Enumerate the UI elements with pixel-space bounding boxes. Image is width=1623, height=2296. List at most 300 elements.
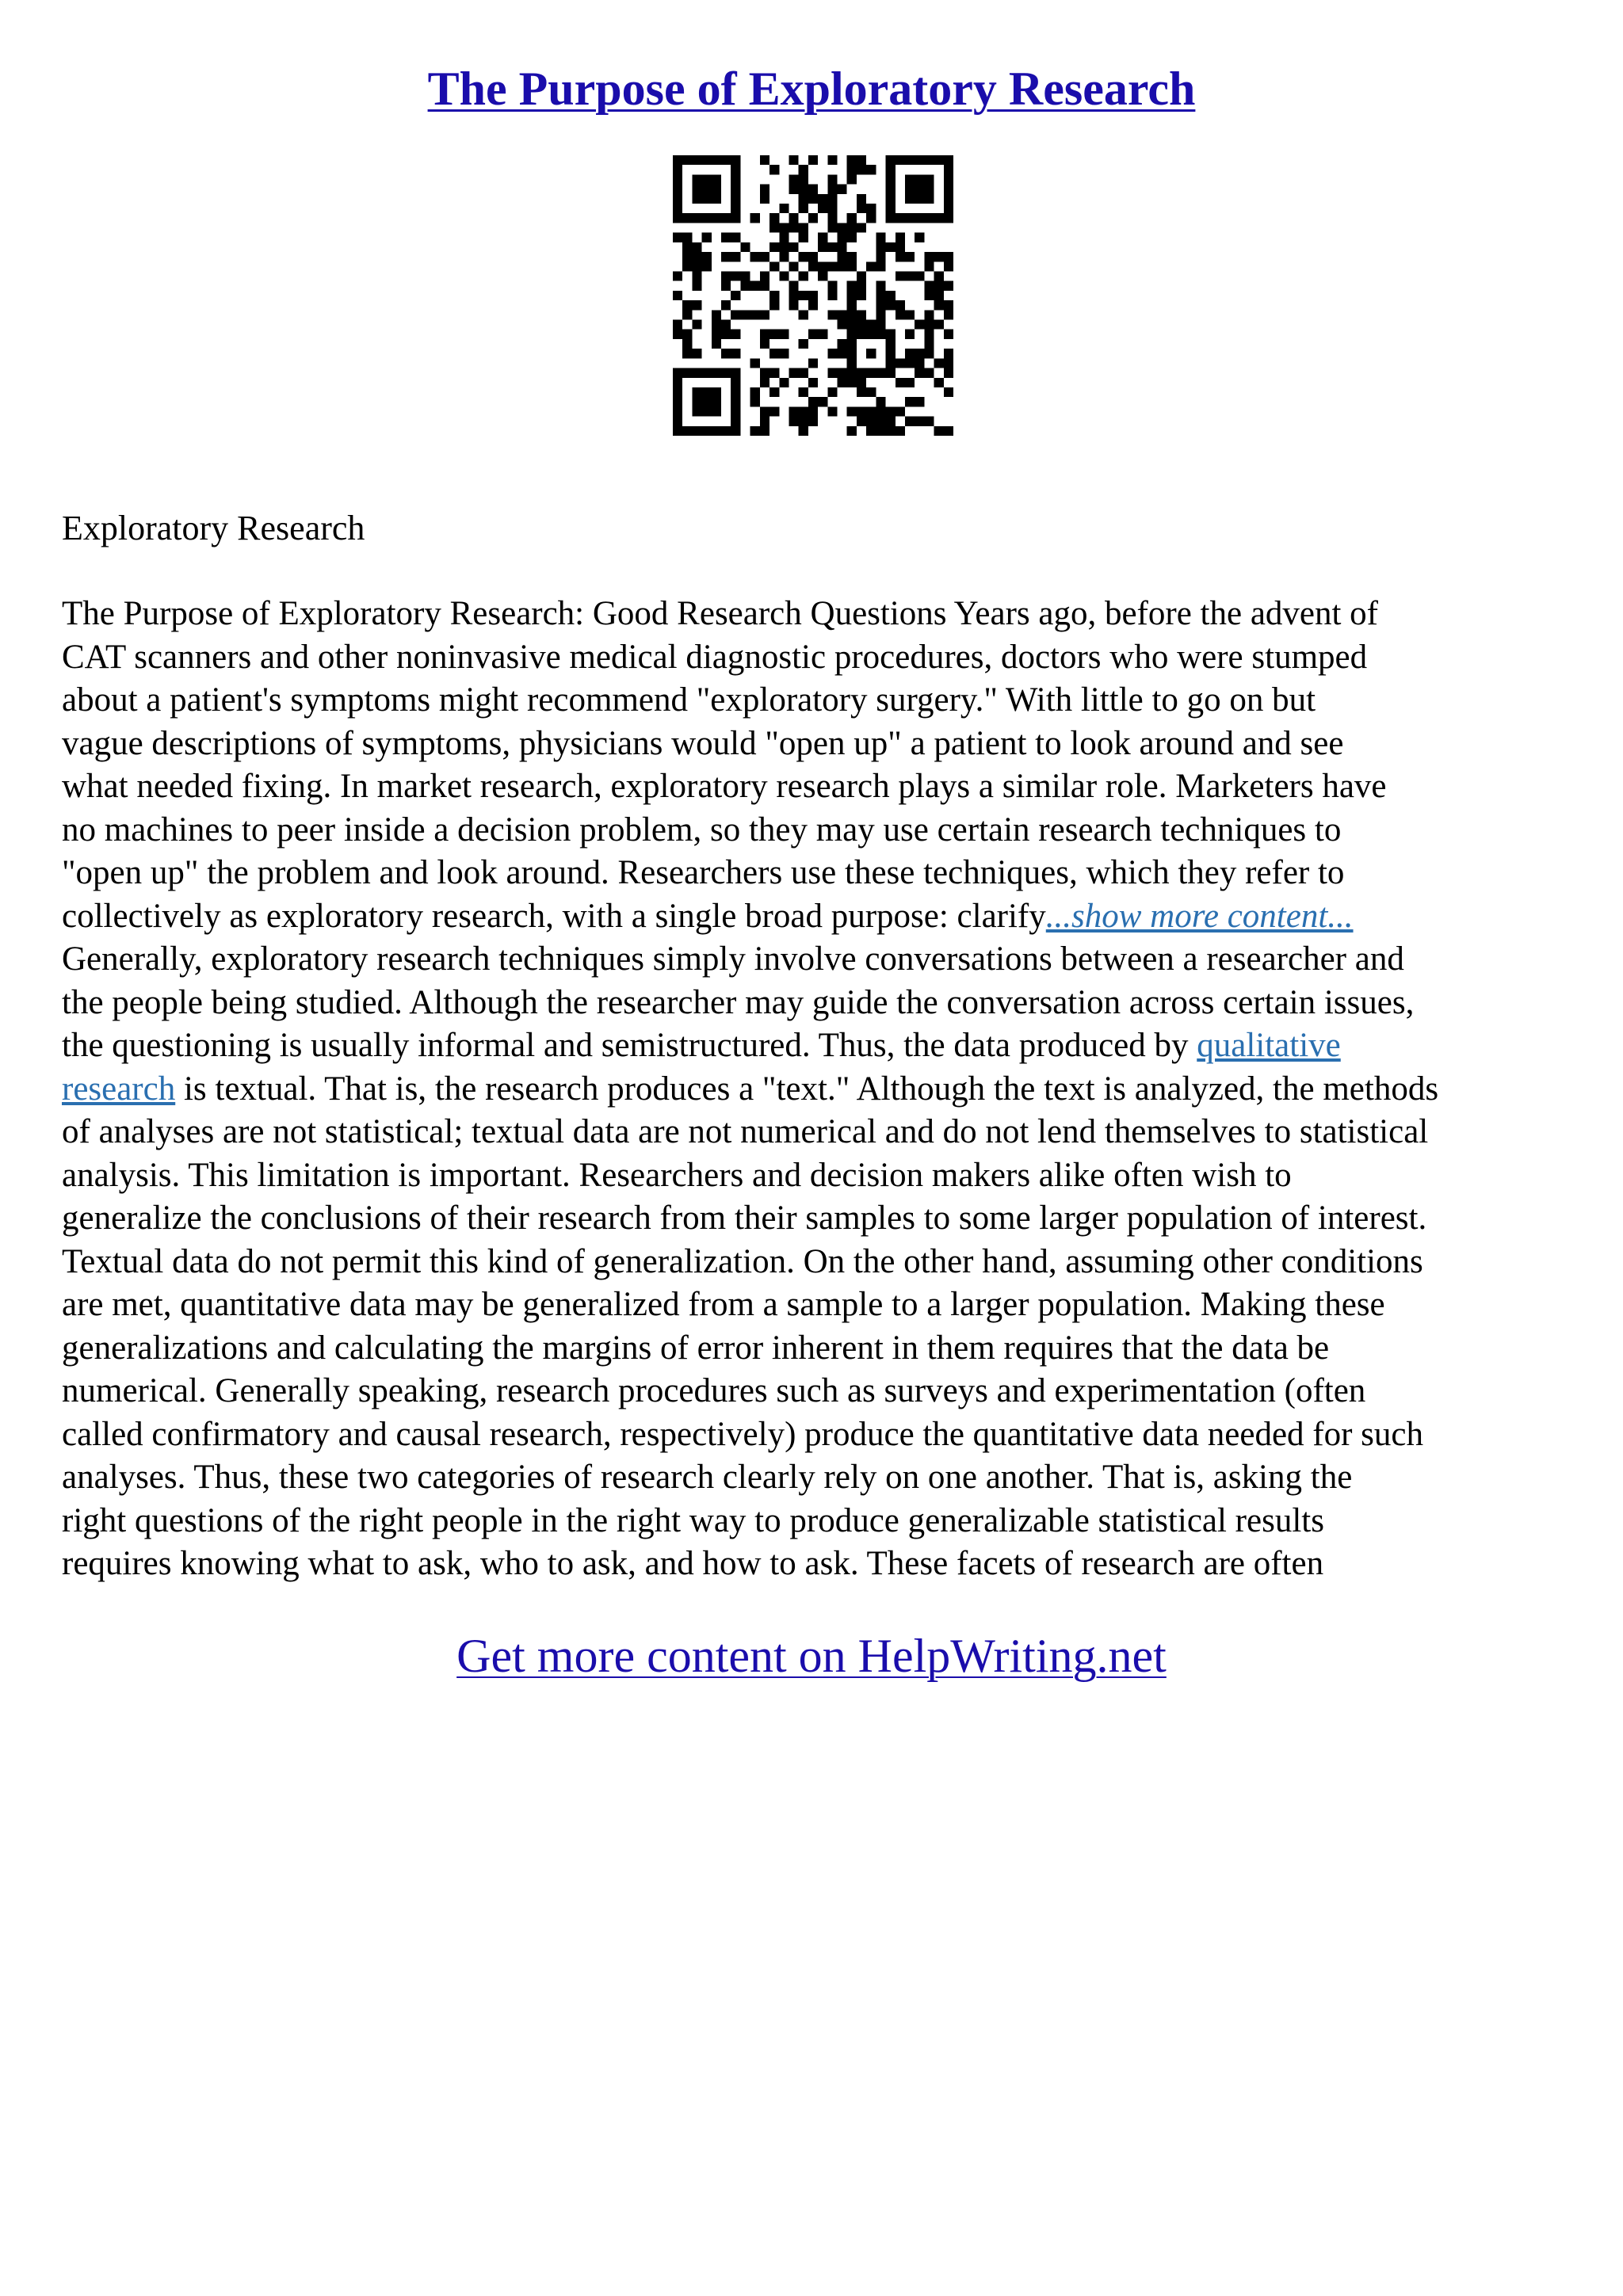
qr-module (789, 417, 798, 426)
qr-module (905, 252, 915, 261)
qr-module (876, 261, 885, 271)
qr-module (808, 291, 818, 300)
qr-module (721, 252, 731, 261)
qr-module (760, 368, 769, 378)
qr-module (944, 387, 953, 397)
qr-module (673, 397, 682, 406)
qr-module (818, 194, 827, 204)
qr-module (915, 320, 924, 330)
qr-module (944, 213, 953, 223)
qr-module (721, 368, 731, 378)
qr-module (779, 252, 789, 261)
qr-module (799, 194, 808, 204)
qr-module (692, 387, 701, 397)
body-line-with-link (62, 1068, 1568, 1112)
qr-module (682, 155, 692, 165)
qr-module (808, 378, 818, 387)
qr-module (818, 271, 827, 280)
qr-module (789, 368, 798, 378)
qr-module (673, 204, 682, 213)
qr-module (799, 417, 808, 426)
qr-module (712, 406, 721, 416)
qr-module (789, 174, 798, 184)
body-line: about a patient's symptoms might recommend "exploratory surgery." With little to go on but (62, 681, 1316, 719)
qr-module (847, 358, 857, 368)
qr-module (924, 368, 934, 378)
qr-module (896, 300, 905, 310)
qr-module (808, 397, 818, 406)
qr-module (866, 417, 876, 426)
qr-module (924, 349, 934, 358)
qr-module (673, 291, 682, 300)
qr-module (673, 233, 682, 242)
qr-module (692, 242, 701, 252)
qr-module (721, 349, 731, 358)
qr-module (876, 281, 885, 291)
qr-module (769, 330, 779, 339)
qr-module (721, 213, 731, 223)
qr-module (731, 271, 740, 280)
footer (0, 1624, 1623, 1688)
qr-module (896, 406, 905, 416)
qr-module (769, 213, 779, 223)
qr-module (692, 397, 701, 406)
qr-module (799, 233, 808, 242)
qr-module (876, 233, 885, 242)
qr-module (692, 406, 701, 416)
qr-module (827, 291, 837, 300)
page-title (0, 57, 1623, 120)
qr-module (760, 417, 769, 426)
qr-module (915, 185, 924, 194)
qr-module (808, 300, 818, 310)
qr-module (760, 194, 769, 204)
qr-module (818, 397, 827, 406)
qr-module (721, 426, 731, 436)
qr-module (760, 330, 769, 339)
qr-module (924, 213, 934, 223)
qr-module (866, 330, 876, 339)
qr-module (789, 291, 798, 300)
qr-module (818, 330, 827, 339)
qr-module (712, 397, 721, 406)
body-line: Textual data do not permit this kind of generalization. On the other hand, assuming other conditions (62, 1242, 1423, 1280)
qr-module (857, 387, 866, 397)
qr-module (750, 310, 760, 319)
research-link[interactable]: research (62, 1070, 176, 1108)
body-line: The Purpose of Exploratory Research: Good Research Questions Years ago, before the advent of (62, 595, 1379, 632)
qr-module (692, 349, 701, 358)
qr-module (866, 406, 876, 416)
qr-module (760, 310, 769, 319)
body-line: are met, quantitative data may be generalized from a sample to a larger population. Making these (62, 1286, 1385, 1323)
qr-module (886, 339, 896, 349)
qr-module (779, 330, 789, 339)
qr-module (944, 185, 953, 194)
body-line: generalizations and calculating the margins of error inherent in them requires that the data be (62, 1329, 1330, 1367)
qr-module (857, 291, 866, 300)
qr-module (847, 223, 857, 232)
body-line: of analyses are not statistical; textual data are not numerical and do not lend themselves to statistical (62, 1113, 1429, 1150)
qr-module (799, 291, 808, 300)
qr-module (760, 406, 769, 416)
qr-module (915, 368, 924, 378)
qr-code-graphic (673, 155, 953, 436)
qr-module (915, 174, 924, 184)
qr-module (692, 271, 701, 280)
qr-module (789, 185, 798, 194)
qr-module (769, 165, 779, 174)
qr-module (876, 368, 885, 378)
qr-module (799, 252, 808, 261)
qr-module (896, 358, 905, 368)
qr-module (712, 426, 721, 436)
qr-module (847, 233, 857, 242)
body-line: what needed fixing. In market research, exploratory research plays a similar role. Marketers have (62, 768, 1387, 805)
qr-module (886, 300, 896, 310)
qr-module (905, 213, 915, 223)
qr-module (915, 155, 924, 165)
qr-module (702, 406, 712, 416)
qr-module (934, 300, 944, 310)
qr-module (779, 242, 789, 252)
qr-module (915, 194, 924, 204)
title-link[interactable]: The Purpose of Exploratory Research (427, 63, 1196, 115)
qr-module (896, 213, 905, 223)
body-line: analyses. Thus, these two categories of research clearly rely on one another. That is, asking the (62, 1459, 1353, 1496)
qr-module (712, 330, 721, 339)
qr-module (944, 165, 953, 174)
qr-module (847, 165, 857, 174)
qr-module (827, 223, 837, 232)
qr-module (944, 358, 953, 368)
qr-module (799, 204, 808, 213)
qr-module (769, 368, 779, 378)
qr-module (876, 406, 885, 416)
qr-module (673, 155, 682, 165)
qr-module (682, 339, 692, 349)
qr-module (818, 261, 827, 271)
qr-module (673, 330, 682, 339)
qr-module (702, 261, 712, 271)
qr-module (866, 213, 876, 223)
qr-module (808, 406, 818, 416)
qr-module (924, 339, 934, 349)
qr-module (760, 185, 769, 194)
qr-module (721, 233, 731, 242)
qr-module (838, 233, 847, 242)
qr-module (760, 426, 769, 436)
qr-module (827, 349, 837, 358)
qr-code-icon (673, 155, 953, 436)
qr-module (750, 387, 760, 397)
qr-module (876, 242, 885, 252)
qr-module (682, 426, 692, 436)
qr-module (944, 252, 953, 261)
body-line: analysis. This limitation is important. Researchers and decision makers alike often wish to (62, 1156, 1292, 1194)
qr-module (673, 213, 682, 223)
qr-module (934, 155, 944, 165)
qr-module (857, 378, 866, 387)
qr-module (692, 261, 701, 271)
qr-module (924, 281, 934, 291)
body-line-text: is textual. That is, the research produces a "text." Although the text is analyzed, the methods (175, 1070, 1439, 1108)
qr-module (769, 387, 779, 397)
qr-module (808, 358, 818, 368)
qr-module (905, 417, 915, 426)
qr-module (847, 378, 857, 387)
qr-module (731, 174, 740, 184)
qr-module (682, 213, 692, 223)
qr-module (731, 213, 740, 223)
qualitative-link[interactable]: qualitative (1197, 1027, 1341, 1064)
qr-module (838, 185, 847, 194)
qr-module (886, 368, 896, 378)
qr-module (808, 261, 818, 271)
qr-module (779, 204, 789, 213)
qr-module (712, 320, 721, 330)
qr-module (838, 339, 847, 349)
qr-module (731, 252, 740, 261)
qr-module (731, 387, 740, 397)
qr-module (731, 310, 740, 319)
qr-module (731, 185, 740, 194)
qr-module (769, 349, 779, 358)
qr-module (934, 291, 944, 300)
qr-module (847, 281, 857, 291)
qr-module (673, 417, 682, 426)
qr-module (799, 174, 808, 184)
qr-module (673, 378, 682, 387)
qr-module (750, 397, 760, 406)
qr-module (799, 310, 808, 319)
qr-module (769, 223, 779, 232)
qr-module (760, 252, 769, 261)
qr-module (924, 417, 934, 426)
qr-module (692, 185, 701, 194)
qr-module (799, 223, 808, 232)
show-more-link[interactable]: ...show more content... (1045, 897, 1354, 935)
qr-module (847, 291, 857, 300)
qr-module (857, 320, 866, 330)
qr-module (827, 368, 837, 378)
qr-module (789, 281, 798, 291)
body-line: numerical. Generally speaking, research procedures such as surveys and experimentation (often (62, 1372, 1366, 1409)
qr-module (799, 406, 808, 416)
qr-module (769, 242, 779, 252)
qr-module (915, 349, 924, 358)
qr-module (847, 261, 857, 271)
qr-module (944, 330, 953, 339)
qr-module (740, 310, 750, 319)
qr-module (827, 281, 837, 291)
body-line: requires knowing what to ask, who to ask, and how to ask. These facets of research are often (62, 1545, 1324, 1582)
qr-module (692, 281, 701, 291)
qr-module (915, 271, 924, 280)
qr-module (934, 252, 944, 261)
qr-module (682, 368, 692, 378)
qr-module (905, 397, 915, 406)
qr-module (673, 174, 682, 184)
qr-module (934, 281, 944, 291)
qr-module (673, 426, 682, 436)
qr-module (779, 349, 789, 358)
qr-module (857, 368, 866, 378)
qr-module (799, 387, 808, 397)
qr-module (827, 155, 837, 165)
qr-module (847, 330, 857, 339)
qr-module (915, 417, 924, 426)
qr-module (866, 261, 876, 271)
qr-module (944, 300, 953, 310)
qr-module (847, 426, 857, 436)
qr-module (886, 213, 896, 223)
qr-module (789, 406, 798, 416)
qr-module (944, 310, 953, 319)
qr-module (721, 300, 731, 310)
qr-module (731, 406, 740, 416)
qr-module (847, 213, 857, 223)
qr-module (924, 155, 934, 165)
qr-module (886, 165, 896, 174)
qr-module (827, 174, 837, 184)
qr-module (721, 320, 731, 330)
qr-module (866, 204, 876, 213)
qr-module (721, 330, 731, 339)
qr-module (857, 417, 866, 426)
section-heading: Exploratory Research (62, 509, 365, 547)
qr-module (876, 330, 885, 339)
qr-module (750, 281, 760, 291)
qr-module (682, 349, 692, 358)
qr-module (740, 281, 750, 291)
qr-module (721, 271, 731, 280)
qr-module (886, 426, 896, 436)
qr-module (944, 155, 953, 165)
qr-module (673, 320, 682, 330)
qr-module (876, 291, 885, 300)
qr-module (779, 378, 789, 387)
qr-module (702, 185, 712, 194)
qr-module (731, 330, 740, 339)
qr-module (673, 387, 682, 397)
body-line-with-link (62, 1024, 1568, 1068)
qr-module (827, 261, 837, 271)
qr-module (769, 406, 779, 416)
qr-module (924, 185, 934, 194)
qr-module (915, 397, 924, 406)
body-line: no machines to peer inside a decision problem, so they may use certain research techniques to (62, 810, 1342, 849)
qr-module (682, 242, 692, 252)
qr-module (702, 426, 712, 436)
qr-module (857, 310, 866, 319)
qr-module (712, 155, 721, 165)
qr-module (896, 426, 905, 436)
body-line: "open up" the problem and look around. Researchers use these techniques, which they refer to (62, 854, 1345, 891)
qr-module (692, 155, 701, 165)
qr-module (847, 155, 857, 165)
body-line: Generally, exploratory research techniques simply involve conversations between a researcher and (62, 940, 1404, 978)
qr-module (866, 165, 876, 174)
qr-module (838, 368, 847, 378)
qr-module (789, 155, 798, 165)
qr-module (731, 349, 740, 358)
qr-module (847, 300, 857, 310)
helpwriting-link[interactable]: Get more content on HelpWriting.net (456, 1630, 1167, 1682)
qr-module (673, 368, 682, 378)
qr-module (692, 194, 701, 204)
qr-module (838, 310, 847, 319)
qr-module (876, 320, 885, 330)
qr-module (924, 252, 934, 261)
qr-module (924, 310, 934, 319)
qr-module (847, 368, 857, 378)
qr-module (886, 194, 896, 204)
qr-module (896, 378, 905, 387)
qr-module (731, 426, 740, 436)
qr-module (808, 252, 818, 261)
qr-module (905, 310, 915, 319)
qr-module (924, 291, 934, 300)
qr-module (857, 330, 866, 339)
qr-module (692, 300, 701, 310)
qr-module (915, 213, 924, 223)
qr-module (731, 417, 740, 426)
qr-module (682, 310, 692, 319)
qr-module (866, 426, 876, 436)
qr-module (721, 155, 731, 165)
qr-module (847, 320, 857, 330)
qr-module (866, 320, 876, 330)
qr-module (847, 252, 857, 261)
qr-module (876, 397, 885, 406)
body-line: the people being studied. Although the researcher may guide the conversation across certain issues, (62, 983, 1415, 1021)
qr-module (760, 155, 769, 165)
qr-module (876, 252, 885, 261)
qr-module (905, 358, 915, 368)
qr-module (827, 310, 837, 319)
qr-module (692, 174, 701, 184)
qr-module (721, 281, 731, 291)
qr-module (924, 261, 934, 271)
qr-module (886, 417, 896, 426)
qr-module (702, 213, 712, 223)
qr-module (769, 261, 779, 271)
qr-module (712, 194, 721, 204)
qr-module (905, 174, 915, 184)
qr-module (808, 213, 818, 223)
qr-module (731, 397, 740, 406)
qr-module (886, 174, 896, 184)
qr-module (905, 194, 915, 204)
qr-module (857, 194, 866, 204)
qr-module (818, 233, 827, 242)
qr-module (702, 233, 712, 242)
body-line: vague descriptions of symptoms, physicians would "open up" a patient to look around and see (62, 724, 1344, 762)
qr-module (924, 174, 934, 184)
qr-module (692, 213, 701, 223)
qr-module (866, 387, 876, 397)
qr-module (799, 185, 808, 194)
qr-module (905, 271, 915, 280)
qr-module (847, 349, 857, 358)
qr-module (915, 233, 924, 242)
qr-module (866, 368, 876, 378)
qr-module (896, 310, 905, 319)
qr-module (682, 261, 692, 271)
qr-module (779, 271, 789, 280)
qr-module (857, 204, 866, 213)
